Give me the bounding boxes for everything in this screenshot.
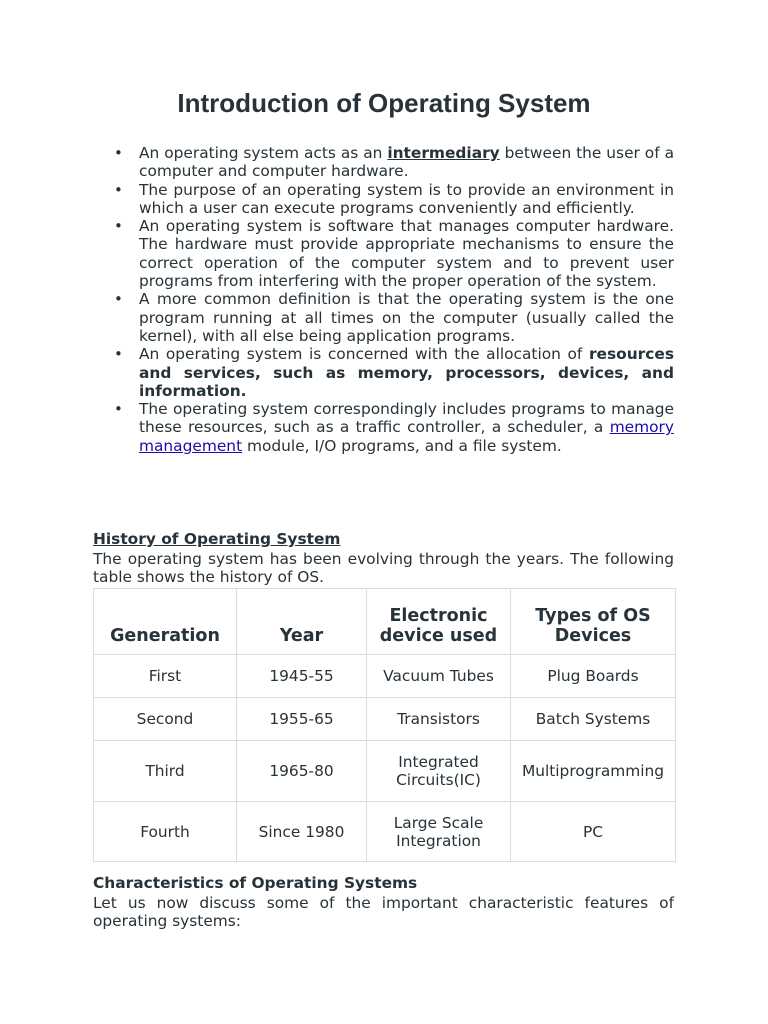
table-cell: Second: [94, 698, 237, 741]
page-title: Introduction of Operating System: [177, 88, 591, 118]
resources-emphasis: resources and services, such as memory, processors, devices, and information.: [139, 345, 674, 400]
table-cell: Large Scale Integration: [367, 802, 511, 862]
table-row: [94, 698, 676, 741]
table-row: [94, 802, 676, 862]
table-cell: 1945-55: [237, 655, 367, 698]
history-table: [93, 588, 676, 862]
bullet-item: • The purpose of an operating system is to provide an environment in which a user can execute programs conveniently and efficiently.: [139, 181, 674, 218]
table-row: [94, 741, 676, 802]
memory-management-link[interactable]: memory management: [139, 418, 674, 455]
bullet-item: • An operating system is concerned with the allocation of resources and services, such as memory, processors, devices, and information.: [139, 345, 674, 400]
intermediary-term: intermediary: [387, 144, 500, 162]
column-header: Electronic device used: [367, 589, 511, 655]
table-cell: Since 1980: [237, 802, 367, 862]
characteristics-intro: Let us now discuss some of the important characteristic features of operating systems:: [93, 894, 674, 931]
table-cell: Integrated Circuits(IC): [367, 741, 511, 802]
table-cell: Third: [94, 741, 237, 802]
characteristics-heading: Characteristics of Operating Systems: [93, 874, 418, 892]
column-header: Year: [237, 589, 367, 655]
table-cell: Batch Systems: [511, 698, 676, 741]
column-header: Generation: [94, 589, 237, 655]
table-cell: Vacuum Tubes: [367, 655, 511, 698]
table-cell: Transistors: [367, 698, 511, 741]
bullet-item: • A more common definition is that the operating system is the one program running at all times on the computer (usually called the kernel), with all else being application programs.: [139, 290, 674, 345]
table-cell: Multiprogramming: [511, 741, 676, 802]
table-cell: 1955-65: [237, 698, 367, 741]
history-heading: History of Operating System: [93, 530, 341, 548]
table-cell: Plug Boards: [511, 655, 676, 698]
bullet-item: • An operating system is software that manages computer hardware. The hardware must provide appropriate mechanisms to ensure the correct operation of the computer system and to prevent user programs from interfering with the proper operation of the system.: [139, 217, 674, 290]
table-cell: Fourth: [94, 802, 237, 862]
table-header-row: [94, 589, 676, 655]
column-header: Types of OS Devices: [511, 589, 676, 655]
history-intro: The operating system has been evolving through the years. The following table shows the history of OS.: [93, 550, 674, 587]
table-cell: First: [94, 655, 237, 698]
table-cell: PC: [511, 802, 676, 862]
table-row: [94, 655, 676, 698]
bullet-item: • An operating system acts as an intermediary between the user of a computer and computer hardware.: [139, 144, 674, 181]
table-cell: 1965-80: [237, 741, 367, 802]
bullet-item: • The operating system correspondingly includes programs to manage these resources, such as a traffic controller, a scheduler, a memory management module, I/O programs, and a file system.: [139, 400, 674, 455]
intro-bullet-list: [93, 144, 674, 455]
